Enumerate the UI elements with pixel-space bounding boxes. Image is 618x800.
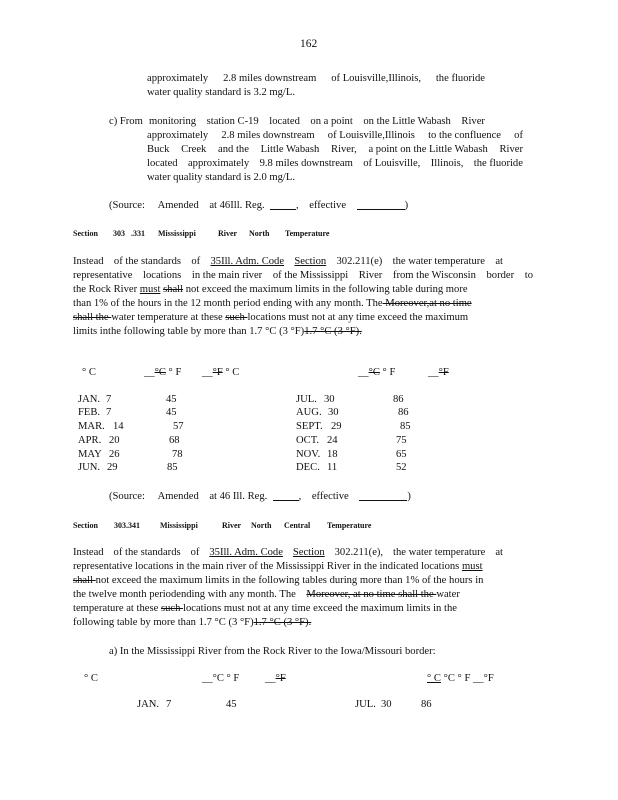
para-341-line-3: shall not exceed the maximum limits in the following tables during more than 1% of the hours in [73,575,484,586]
celsius: 20 [109,435,120,446]
celsius: 30 [381,699,392,710]
table1-header-c-left: ° C [82,367,96,378]
celsius: 30 [324,394,335,405]
para-331-line-2: representative locations in the main river of the Mississippi River from the Wisconsin border to [73,270,533,281]
fahrenheit: 68 [169,435,180,446]
para-c-label: c) From [109,116,143,127]
para-c-line-5: water quality standard is 2.0 mg/L. [147,172,295,183]
month: JUL. [355,699,376,710]
celsius: 29 [107,462,118,473]
celsius: 30 [328,407,339,418]
table2-header-cf-mid: __°C ° F [202,673,240,684]
reg-blank [270,199,296,210]
celsius: 14 [113,421,124,432]
celsius: 18 [327,449,338,460]
table1-header-f-left: __°C ° F [144,367,182,378]
para-c-line-3: Buck Creek and the Little Wabash River, a point on the Little Wabash River [147,144,523,155]
para-341-line-4: the twelve month periodending with any month. The Moreover, at no time shall the water [73,589,460,600]
month: OCT. [296,435,320,446]
fahrenheit: 75 [396,435,407,446]
month: JUL. [296,394,317,405]
table2-header-c-right: ° C °C ° F __°F [427,673,494,684]
para-341-line-5: temperature at these such locations must not at any time exceed the maximum limits in the [73,603,457,614]
para-331-line-6: limits inthe following table by more than 1.7 °C (3 °F)1.7 °C (3 °F). [73,326,362,337]
month: JAN. [137,699,160,710]
para-b-line-2: water quality standard is 3.2 mg/L. [147,87,295,98]
month: AUG. [296,407,322,418]
month: NOV. [296,449,321,460]
fahrenheit: 86 [393,394,404,405]
para-341-line-1: Instead of the standards of 35Ill. Adm. Code Section 302.211(e), the water temperature at [73,547,503,558]
month: FEB. [78,407,101,418]
effective-date-blank [357,199,405,210]
month: JUN. [78,462,101,473]
celsius: 7 [166,699,172,710]
para-331-line-1: Instead of the standards of 35Ill. Adm. Code Section 302.211(e) the water temperature at [73,256,503,267]
table1-header-f-strike-right: __°F [428,367,449,378]
fahrenheit: 52 [396,462,407,473]
table1-header-f-right: __°C ° F [358,367,396,378]
fahrenheit: 57 [173,421,184,432]
source-note-2: (Source: Amended at 46 Ill. Reg. , effective ) [109,491,411,502]
celsius: 24 [327,435,338,446]
month: DEC. [296,462,320,473]
fahrenheit: 78 [172,449,183,460]
para-c-line-4: located approximately 9.8 miles downstream of Louisville, Illinois, the fluoride [147,158,523,169]
para-341-line-2: representative locations in the main river of the Mississippi River in the indicated locations must [73,561,483,572]
fahrenheit: 45 [166,394,177,405]
fahrenheit: 85 [167,462,178,473]
source-note-1: (Source: Amended at 46Ill. Reg. , effective ) [109,200,409,211]
month: SEPT. [296,421,323,432]
celsius: 7 [106,394,112,405]
table1-header-c-mid: __°F ° C [202,367,240,378]
para-c-line-2: approximately 2.8 miles downstream of Louisville,Illinois to the confluence of [147,130,523,141]
para-341-line-6: following table by more than 1.7 °C (3 °F)1.7 °C (3 °F). [73,617,312,628]
para-331-line-4: than 1% of the hours in the 12 month period ending with any month. The Moreover,at no time [73,298,472,309]
celsius: 26 [109,449,120,460]
fahrenheit: 85 [400,421,411,432]
para-c-line-1: monitoring station C-19 located on a point on the Little Wabash River [149,116,485,127]
table2-header-c-left: ° C [84,673,98,684]
para-a: a) In the Mississippi River from the Rock River to the Iowa/Missouri border: [109,646,436,657]
fahrenheit: 45 [226,699,237,710]
month: JAN. [78,394,101,405]
fahrenheit: 65 [396,449,407,460]
fahrenheit: 45 [166,407,177,418]
effective-date-blank [359,490,407,501]
para-b-line-1: approximately 2.8 miles downstream of Louisville,Illinois, the fluoride [147,73,485,84]
para-331-line-3: the Rock River must shall not exceed the maximum limits in the following table during more [73,284,468,295]
para-331-line-5: shall the water temperature at these such locations must not at any time exceed the maximum [73,312,469,323]
fahrenheit: 86 [398,407,409,418]
reg-blank [273,490,299,501]
celsius: 11 [327,462,338,473]
celsius: 7 [106,407,112,418]
month: APR. [78,435,102,446]
table2-header-f-strike-mid: __°F [265,673,286,684]
page-number: 162 [300,38,318,50]
fahrenheit: 86 [421,699,432,710]
celsius: 29 [331,421,342,432]
month: MAR. [78,421,105,432]
month: MAY [78,449,102,460]
